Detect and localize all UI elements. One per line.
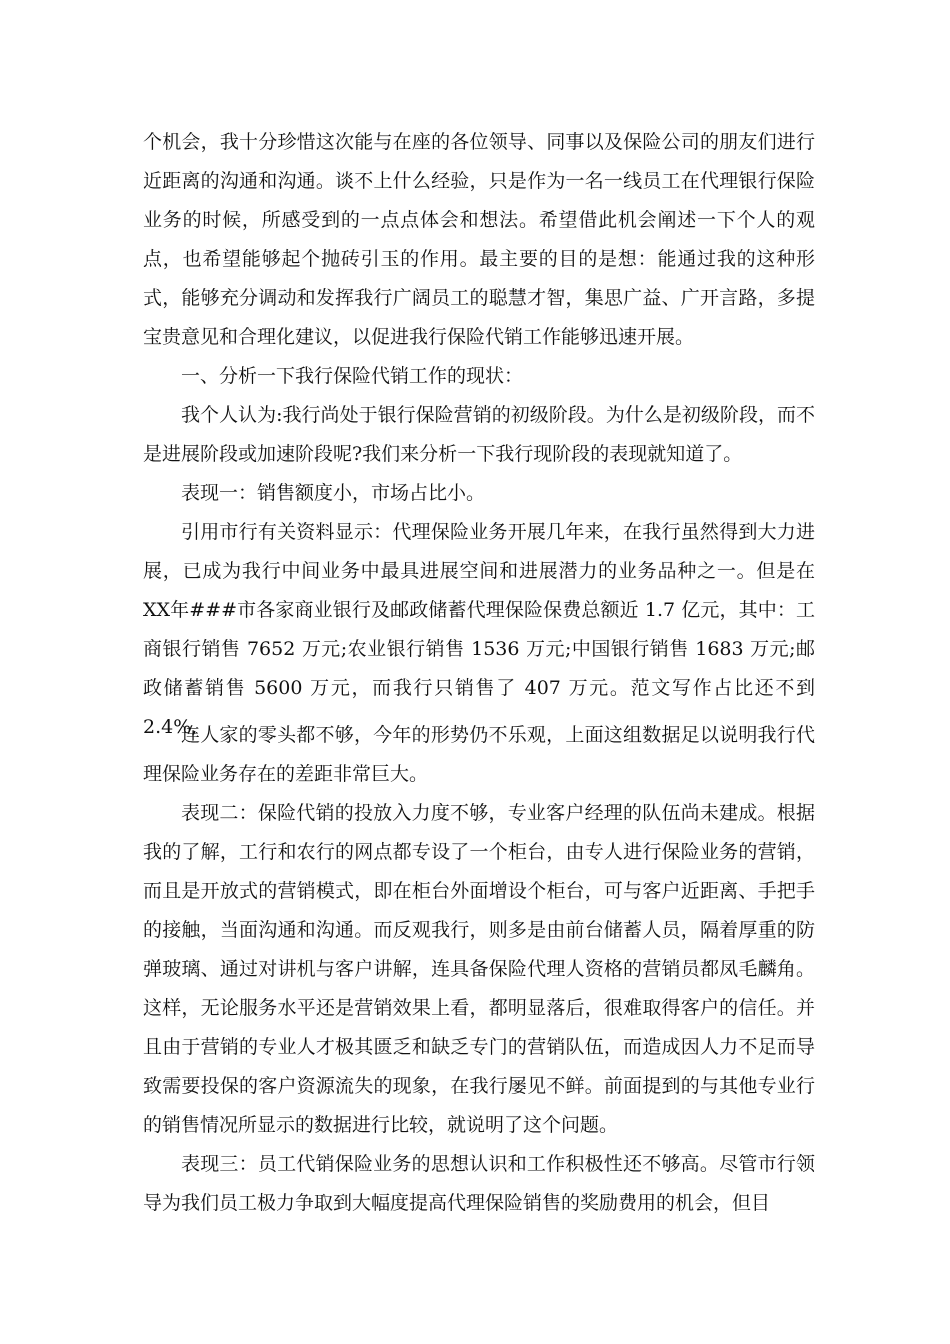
text-block-upper — [143, 123, 815, 747]
section-heading-current-status: 一、分析一下我行保险代销工作的现状： — [181, 365, 524, 387]
paragraph-gap-conclusion: 连人家的零头都不够，今年的形势仍不乐观，上面这组数据足以说明我行代理保险业务存在的差距非常巨大。 — [143, 724, 815, 785]
text-block-lower — [143, 716, 815, 1223]
paragraph-manifestation-three: 表现三：员工代销保险业务的思想认识和工作积极性还不够高。尽管市行领导为我们员工极力争取到大幅度提高代理保险销售的奖励费用的机会，但目 — [143, 1153, 815, 1214]
paragraph-manifestation-one: 表现一：销售额度小，市场占比小。 — [181, 482, 486, 504]
paragraph-opening: 个机会，我十分珍惜这次能与在座的各位领导、同事以及保险公司的朋友们进行近距离的沟通和沟通。谈不上什么经验，只是作为一名一线员工在代理银行保险业务的时候，所感受到的一点点体会和想法。希望借此机会阐述一下个人的观点，也希望能够起个抛砖引玉的作用。最主要的目的是想：能通过我的这种形式，能够充分调动和发挥我行广阔员工的聪慧才智，集思广益、广开言路，多提宝贵意见和合理化建议，以促进我行保险代销工作能够迅速开展。 — [143, 131, 815, 348]
paragraph-initial-stage: 我个人认为:我行尚处于银行保险营销的初级阶段。为什么是初级阶段，而不是进展阶段或加速阶段呢?我们来分析一下我行现阶段的表现就知道了。 — [143, 404, 815, 465]
paragraph-market-data: 引用市行有关资料显示：代理保险业务开展几年来，在我行虽然得到大力进展，已成为我行中间业务中最具进展空间和进展潜力的业务品种之一。但是在XX年###市各家商业银行及邮政储蓄代理保险保费总额近 1.7 亿元，其中：工商银行销售 7652 万元;农业银行销售 1536 万元;中国银行销售 1683 万元;邮政储蓄销售 5600 万元，而我行只销售了 407 万元。范文写作占比还不到 2.4%, — [143, 521, 815, 738]
paragraph-manifestation-two: 表现二：保险代销的投放入力度不够，专业客户经理的队伍尚未建成。根据我的了解，工行和农行的网点都专设了一个柜台，由专人进行保险业务的营销，而且是开放式的营销模式，即在柜台外面增设个柜台，可与客户近距离、手把手的接触，当面沟通和沟通。而反观我行，则多是由前台储蓄人员，隔着厚重的防弹玻璃、通过对讲机与客户讲解，连具备保险代理人资格的营销员都凤毛麟角。这样，无论服务水平还是营销效果上看，都明显落后，很难取得客户的信任。并且由于营销的专业人才极其匮乏和缺乏专门的营销队伍，而造成因人力不足而导致需要投保的客户资源流失的现象，在我行屡见不鲜。前面提到的与其他专业行的销售情况所显示的数据进行比较，就说明了这个问题。 — [143, 802, 815, 1136]
